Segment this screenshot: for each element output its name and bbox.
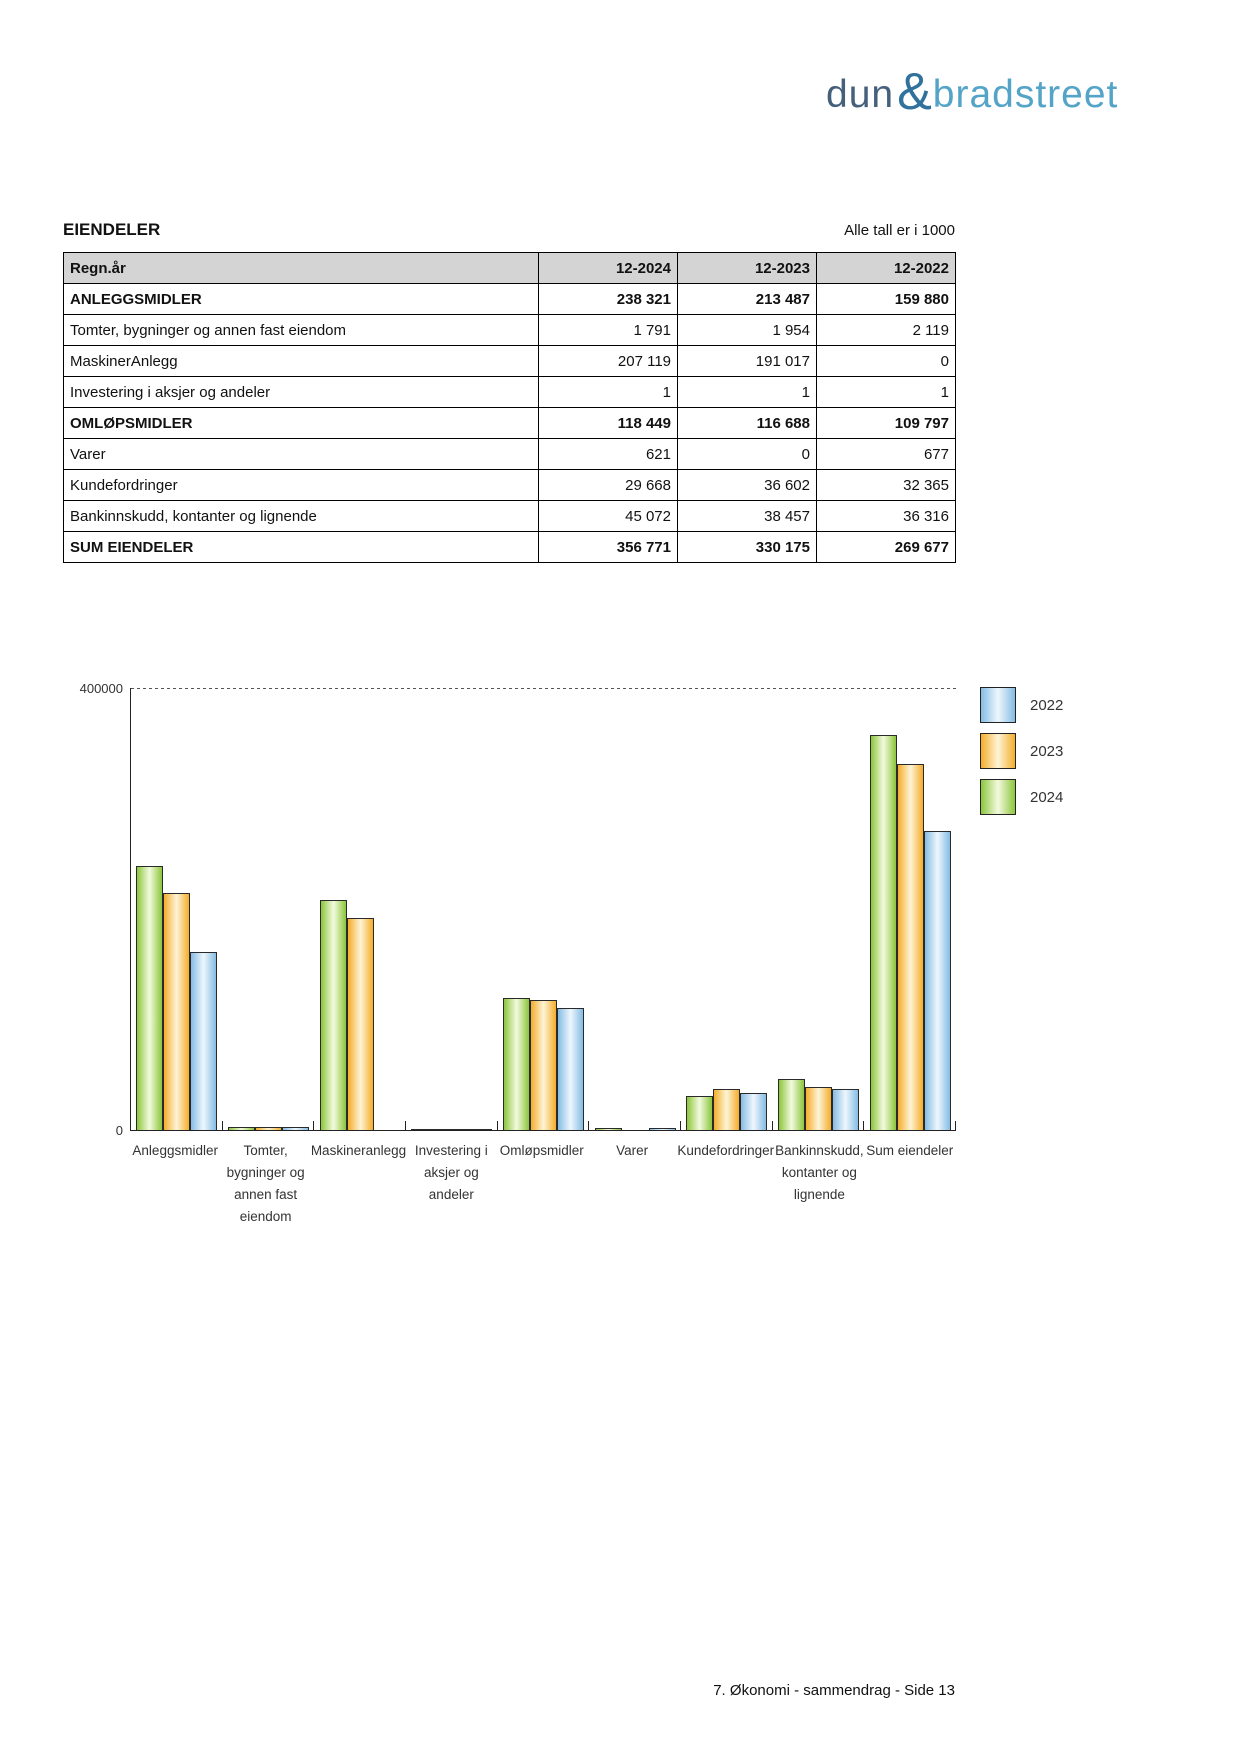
row-value-cell: 36 316 (817, 501, 956, 532)
legend-label: 2024 (1030, 788, 1064, 806)
axis-tick (313, 1121, 314, 1130)
legend-item-2022 (980, 687, 1063, 723)
row-value-cell: 213 487 (678, 284, 817, 315)
row-value-cell: 116 688 (678, 408, 817, 439)
category-label: Omløpsmidler (499, 1143, 584, 1158)
row-value-cell: 29 668 (539, 470, 678, 501)
ampersand-icon: & (897, 63, 932, 121)
bar-2024 (228, 1127, 255, 1130)
row-value-cell: 36 602 (678, 470, 817, 501)
table-row (64, 284, 956, 315)
x-axis-category-labels (130, 1140, 955, 1228)
table-row (64, 501, 956, 532)
bar-2023 (438, 1129, 465, 1130)
row-label-cell: Tomter, bygninger og annen fast eiendom (64, 315, 539, 346)
row-value-cell: 1 (678, 377, 817, 408)
row-label-cell: Kundefordringer (64, 470, 539, 501)
axis-tick (955, 1121, 956, 1130)
legend-item-2024 (980, 779, 1063, 815)
bar-2022 (557, 1008, 584, 1130)
page-footer: 7. Økonomi - sammendrag - Side 13 (713, 1682, 955, 1699)
bar-2024 (503, 998, 530, 1130)
row-value-cell: 32 365 (817, 470, 956, 501)
y-tick-zero: 0 (115, 1123, 123, 1138)
table-row (64, 377, 956, 408)
axis-tick (222, 1121, 223, 1130)
section-title: EIENDELER (63, 220, 161, 239)
category-label: Sum eiendeler (866, 1143, 954, 1158)
bar-2023 (347, 918, 374, 1130)
table-row (64, 470, 956, 501)
table-header-row (64, 253, 956, 284)
category-label: Tomter, bygninger og annen fast eiendom (226, 1143, 305, 1224)
row-label-cell: ANLEGGSMIDLER (64, 284, 539, 315)
category-label: Varer (616, 1143, 649, 1158)
bar-2024 (686, 1096, 713, 1130)
row-value-cell: 159 880 (817, 284, 956, 315)
category-label: Investering i aksjer og andeler (414, 1143, 488, 1202)
row-value-cell: 356 771 (539, 532, 678, 563)
row-value-cell: 109 797 (817, 408, 956, 439)
bar-2022 (190, 952, 217, 1130)
bar-group (406, 688, 498, 1130)
bar-group (314, 688, 406, 1130)
bar-2023 (805, 1087, 832, 1130)
row-value-cell: 45 072 (539, 501, 678, 532)
row-value-cell: 118 449 (539, 408, 678, 439)
header-cell-year: 12-2024 (539, 253, 678, 284)
row-value-cell: 677 (817, 439, 956, 470)
bar-2023 (255, 1127, 282, 1130)
header-cell-label: Regn.år (64, 253, 539, 284)
row-label-cell: OMLØPSMIDLER (64, 408, 539, 439)
bar-2022 (465, 1129, 492, 1130)
legend-label: 2023 (1030, 742, 1064, 760)
bar-2024 (595, 1128, 622, 1130)
row-label-cell: Bankinnskudd, kontanter og lignende (64, 501, 539, 532)
row-value-cell: 621 (539, 439, 678, 470)
legend-label: 2022 (1030, 696, 1064, 714)
bar-2023 (713, 1089, 740, 1130)
bar-2024 (320, 900, 347, 1130)
axis-tick (405, 1121, 406, 1130)
row-label-cell: Investering i aksjer og andeler (64, 377, 539, 408)
bar-group (773, 688, 865, 1130)
header-cell-year: 12-2022 (817, 253, 956, 284)
axis-tick (772, 1121, 773, 1130)
table-row (64, 315, 956, 346)
bar-group (223, 688, 315, 1130)
assets-table (63, 252, 956, 563)
legend-swatch-2024 (980, 779, 1016, 815)
row-value-cell: 191 017 (678, 346, 817, 377)
row-value-cell: 1 791 (539, 315, 678, 346)
assets-bar-chart-plot (79, 681, 956, 1138)
axis-tick (680, 1121, 681, 1130)
bar-2024 (870, 735, 897, 1130)
header-cell-year: 12-2023 (678, 253, 817, 284)
axis-tick (588, 1121, 589, 1130)
bar-group (681, 688, 773, 1130)
bar-2022 (924, 831, 951, 1130)
category-label: Kundefordringer (677, 1143, 775, 1158)
table-row (64, 408, 956, 439)
y-tick-max: 400000 (79, 681, 123, 696)
bar-group (498, 688, 590, 1130)
row-value-cell: 38 457 (678, 501, 817, 532)
logo-text-dun: dun (826, 73, 895, 116)
chart-legend (980, 687, 1063, 825)
legend-item-2023 (980, 733, 1063, 769)
bar-group (131, 688, 223, 1130)
axis-tick (863, 1121, 864, 1130)
category-label: Anleggsmidler (132, 1143, 218, 1158)
row-value-cell: 1 954 (678, 315, 817, 346)
category-label: Bankinnskudd, kontanter og lignende (775, 1143, 864, 1202)
row-value-cell: 0 (817, 346, 956, 377)
bar-2024 (411, 1129, 438, 1130)
legend-swatch-2022 (980, 687, 1016, 723)
row-value-cell: 269 677 (817, 532, 956, 563)
bar-2024 (136, 866, 163, 1130)
row-label-cell: Varer (64, 439, 539, 470)
table-row (64, 439, 956, 470)
units-note: Alle tall er i 1000 (844, 222, 955, 239)
assets-table-body (64, 284, 956, 563)
bar-group (864, 688, 956, 1130)
bar-2023 (530, 1000, 557, 1130)
bar-2022 (832, 1089, 859, 1130)
logo-text-bradstreet: bradstreet (932, 73, 1119, 116)
bar-2024 (778, 1079, 805, 1130)
row-value-cell: 330 175 (678, 532, 817, 563)
dun-bradstreet-logo (826, 63, 1119, 124)
row-value-cell: 1 (817, 377, 956, 408)
row-value-cell: 2 119 (817, 315, 956, 346)
row-value-cell: 238 321 (539, 284, 678, 315)
section-header (63, 220, 955, 240)
legend-swatch-2023 (980, 733, 1016, 769)
bar-2023 (163, 893, 190, 1130)
bar-2022 (740, 1093, 767, 1130)
table-row (64, 346, 956, 377)
assets-table-head (64, 253, 956, 284)
row-value-cell: 0 (678, 439, 817, 470)
row-label-cell: SUM EIENDELER (64, 532, 539, 563)
bar-group (589, 688, 681, 1130)
row-label-cell: MaskinerAnlegg (64, 346, 539, 377)
bar-2022 (649, 1128, 676, 1130)
bar-2022 (282, 1127, 309, 1130)
bar-2023 (897, 764, 924, 1130)
table-row (64, 532, 956, 563)
category-label: Maskineranlegg (310, 1143, 407, 1158)
row-value-cell: 207 119 (539, 346, 678, 377)
axis-tick (497, 1121, 498, 1130)
row-value-cell: 1 (539, 377, 678, 408)
